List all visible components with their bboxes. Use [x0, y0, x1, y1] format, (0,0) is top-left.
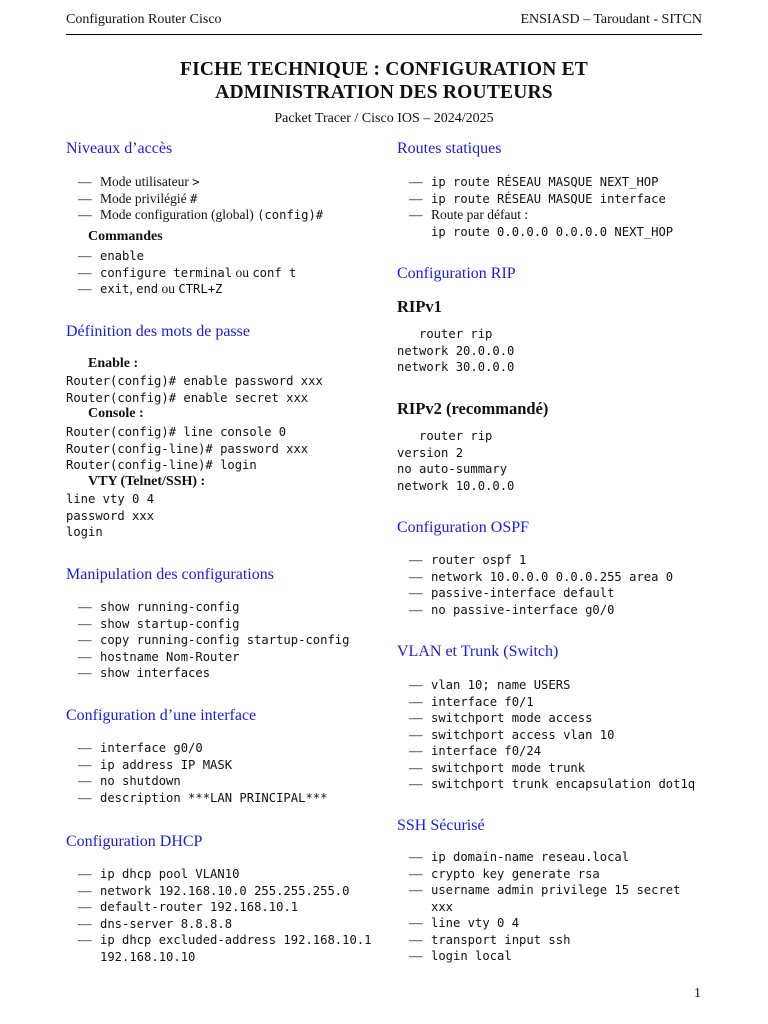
routes-list	[397, 174, 673, 240]
list-item: — network 192.168.10.0 255.255.255.0	[66, 883, 372, 900]
list-item: — transport input ssh	[397, 932, 680, 949]
list-item: — show startup-config	[66, 616, 349, 633]
heading-mots-de-passe: Définition des mots de passe	[66, 323, 250, 340]
list-item: — Mode configuration (global) (config)#	[66, 207, 323, 224]
manip-list	[66, 599, 349, 682]
heading-manipulation: Manipulation des configurations	[66, 566, 274, 583]
vty-label: VTY (Telnet/SSH) :	[88, 474, 206, 489]
title-line-2: ADMINISTRATION DES ROUTEURS	[215, 82, 553, 103]
list-item-continuation: ip route 0.0.0.0 0.0.0.0 NEXT_HOP	[431, 224, 674, 239]
list-item: — interface g0/0	[66, 740, 327, 757]
list-item: — interface f0/1	[397, 694, 695, 711]
list-item: — enable	[66, 248, 296, 265]
list-item: — passive-interface default	[397, 585, 673, 602]
list-item-continuation: xxx	[431, 899, 454, 914]
list-item: — dns-server 8.8.8.8	[66, 916, 372, 933]
commandes-list	[66, 248, 296, 298]
list-item: — exit, end ou CTRL+Z	[66, 281, 296, 298]
enable-code: Router(config)# enable password xxx Router(config)# enable secret xxx	[66, 374, 323, 405]
list-item: — switchport mode access	[397, 710, 695, 727]
list-item: — vlan 10; name USERS	[397, 677, 695, 694]
list-item: — copy running-config startup-config	[66, 632, 349, 649]
page-subtitle: Packet Tracer / Cisco IOS – 2024/2025	[274, 111, 494, 126]
title-line-1: FICHE TECHNIQUE : CONFIGURATION ET	[179, 59, 589, 80]
heading-vlan: VLAN et Trunk (Switch)	[397, 643, 559, 660]
list-item: — router ospf 1	[397, 552, 673, 569]
heading-dhcp: Configuration DHCP	[66, 833, 203, 850]
commandes-label: Commandes	[88, 229, 163, 244]
vlan-list	[397, 677, 695, 793]
header-left: Configuration Router Cisco	[66, 12, 222, 27]
list-item: — ip route RÉSEAU MASQUE interface	[397, 191, 673, 208]
ripv2-code: router rip version 2 no auto-summary network 10.0.0.0	[397, 429, 515, 493]
ospf-list	[397, 552, 673, 618]
heading-niveaux-acces: Niveaux d’accès	[66, 140, 173, 157]
console-code: Router(config)# line console 0 Router(config-line)# password xxx Router(config-line)# login	[66, 425, 309, 472]
list-item: — ip route RÉSEAU MASQUE NEXT_HOP	[397, 174, 673, 191]
iface-list	[66, 740, 327, 806]
list-item: — Route par défaut :	[397, 207, 673, 224]
console-label: Console :	[88, 406, 144, 421]
enable-label: Enable :	[88, 356, 139, 371]
list-item: — ip domain-name reseau.local	[397, 849, 680, 866]
header-right: ENSIASD – Taroudant - SITCN	[520, 12, 702, 27]
acces-list	[66, 174, 323, 224]
list-item: — Mode utilisateur >	[66, 174, 323, 191]
list-item: — username admin privilege 15 secret	[397, 882, 680, 899]
list-item: — hostname Nom-Router	[66, 649, 349, 666]
heading-rip: Configuration RIP	[397, 265, 516, 282]
heading-ssh: SSH Sécurisé	[397, 817, 485, 834]
list-item: — configure terminal ou conf t	[66, 265, 296, 282]
list-item: — no passive-interface g0/0	[397, 602, 673, 619]
list-item: — no shutdown	[66, 773, 327, 790]
list-item: — ip address IP MASK	[66, 757, 327, 774]
list-item: — Mode privilégié #	[66, 191, 323, 208]
list-item: — ip dhcp pool VLAN10	[66, 866, 372, 883]
ripv2-label: RIPv2 (recommandé)	[397, 399, 549, 418]
heading-interface: Configuration d’une interface	[66, 707, 257, 724]
vty-code: line vty 0 4 password xxx login	[66, 492, 155, 539]
list-item-continuation: 192.168.10.10	[100, 949, 196, 964]
page-title	[0, 58, 768, 104]
heading-routes-statiques: Routes statiques	[397, 140, 502, 157]
ripv1-label: RIPv1	[397, 297, 442, 316]
list-item: — ip dhcp excluded-address 192.168.10.1	[66, 932, 372, 949]
ripv1-code: router rip network 20.0.0.0 network 30.0.0.0	[397, 327, 515, 374]
list-item: — line vty 0 4	[397, 915, 680, 932]
list-item: — switchport trunk encapsulation dot1q	[397, 776, 695, 793]
ssh-list	[397, 849, 680, 965]
list-item: — login local	[397, 948, 680, 965]
list-item: — network 10.0.0.0 0.0.0.255 area 0	[397, 569, 673, 586]
dhcp-list	[66, 866, 372, 965]
list-item: — crypto key generate rsa	[397, 866, 680, 883]
list-item: — switchport mode trunk	[397, 760, 695, 777]
list-item: — default-router 192.168.10.1	[66, 899, 372, 916]
list-item: — description ***LAN PRINCIPAL***	[66, 790, 327, 807]
list-item: — interface f0/24	[397, 743, 695, 760]
list-item: — switchport access vlan 10	[397, 727, 695, 744]
list-item: — show running-config	[66, 599, 349, 616]
page-number: 1	[694, 986, 701, 1001]
heading-ospf: Configuration OSPF	[397, 519, 530, 536]
page-header	[66, 12, 702, 35]
list-item: — show interfaces	[66, 665, 349, 682]
